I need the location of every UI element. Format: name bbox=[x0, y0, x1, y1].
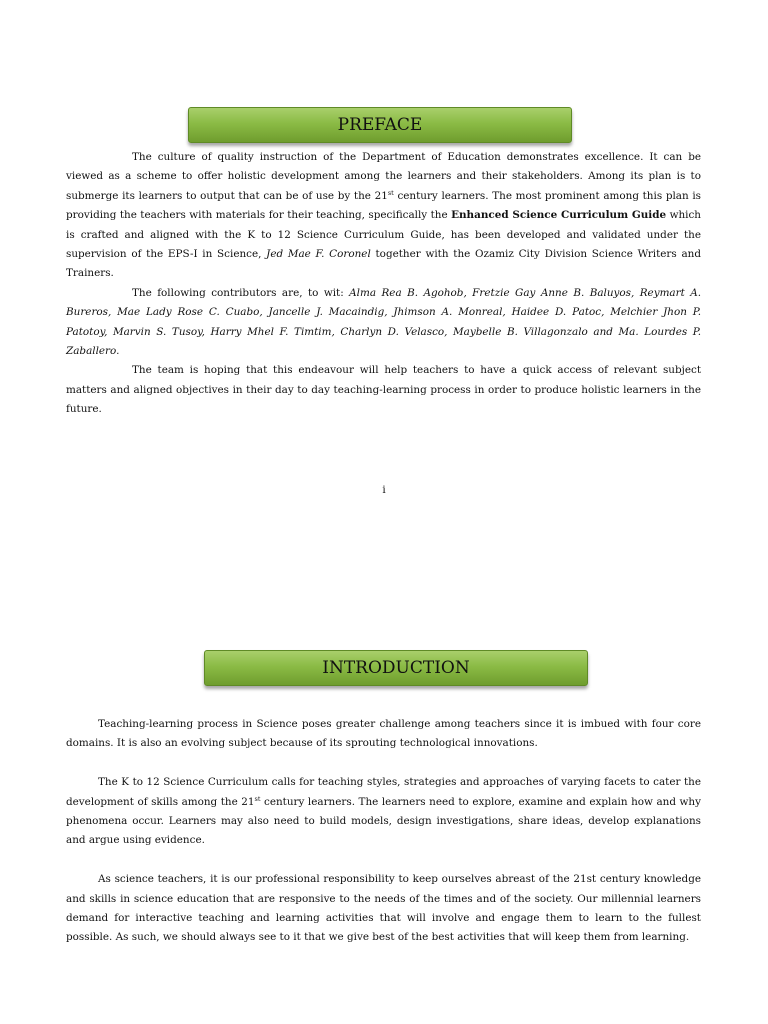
introduction-paragraph-2: The K to 12 Science Curriculum calls for teaching styles, strategies and approaches of varying facets to cater the development of skills among the 21st century learners. The learners need to explore, examine and explain how and why phenomena occur. Learners may also need to build models, design investigations, share ideas, develop explanations and argue using evidence. bbox=[66, 776, 701, 847]
supervisor-name: Jed Mae F. Coronel bbox=[266, 248, 371, 261]
introduction-body bbox=[66, 715, 701, 948]
preface-paragraph-1: The culture of quality instruction of the Department of Education demonstrates excellence. It can be viewed as a scheme to offer holistic development among the learners and their stakeholders. Among its plan is to submerge its learners to output that can be of use by the 21st century learners. The most prominent among this plan is providing the teachers with materials for their teaching, specifically the Enhanced Science Curriculum Guide which is crafted and aligned with the K to 12 Science Curriculum Guide, has been developed and validated under the supervision of the EPS-I in Science, Jed Mae F. Coronel together with the Ozamiz City Division Science Writers and Trainers. bbox=[66, 151, 701, 280]
preface-paragraph-3: The team is hoping that this endeavour will help teachers to have a quick access of relevant subject matters and aligned objectives in their day to day teaching-learning process in order to produce holistic learners in the future. bbox=[66, 364, 701, 416]
contributors-list: Alma Rea B. Agohob, Fretzie Gay Anne B. Baluyos, Reymart A. Bureros, Mae Lady Rose C. Cuabo, Jancelle J. Macaindig, Jhimson A. Monreal, Haidee D. Patoc, Melchier Jhon P. Patotoy, Marvin S. Tusoy, Harry Mhel F. Timtim, Charlyn D. Velasco, Maybelle B. Villagonzalo and Ma. Lourdes P. Zaballero. bbox=[66, 286, 701, 358]
introduction-paragraph-3: As science teachers, it is our professional responsibility to keep ourselves abreast of the 21st century knowledge and skills in science education that are responsive to the needs of the times and of the society. Our millennial learners demand for interactive teaching and learning activities that will involve and engage them to learn to the fullest possible. As such, we should always see to it that we give best of the best activities that will keep them from learning. bbox=[66, 873, 701, 944]
preface-heading-text: PREFACE bbox=[337, 115, 423, 135]
page-number: i bbox=[382, 484, 386, 496]
preface-heading bbox=[188, 107, 572, 143]
introduction-paragraph-1: Teaching-learning process in Science poses greater challenge among teachers since it is imbued with four core domains. It is also an evolving subject because of its sprouting technological innovations. bbox=[66, 718, 701, 750]
curriculum-guide-title: Enhanced Science Curriculum Guide bbox=[451, 209, 667, 222]
preface-paragraph-2: The following contributors are, to wit: Alma Rea B. Agohob, Fretzie Gay Anne B. Baluyos, Reymart A. Bureros, Mae Lady Rose C. Cuabo, Jancelle J. Macaindig, Jhimson A. Monreal, Haidee D. Patoc, Melchier Jhon P. Patotoy, Marvin S. Tusoy, Harry Mhel F. Timtim, Charlyn D. Velasco, Maybelle B. Villagonzalo and Ma. Lourdes P. Zaballero. bbox=[66, 286, 701, 358]
introduction-heading-text: INTRODUCTION bbox=[322, 658, 470, 678]
introduction-heading bbox=[204, 650, 588, 686]
preface-body bbox=[66, 148, 701, 420]
